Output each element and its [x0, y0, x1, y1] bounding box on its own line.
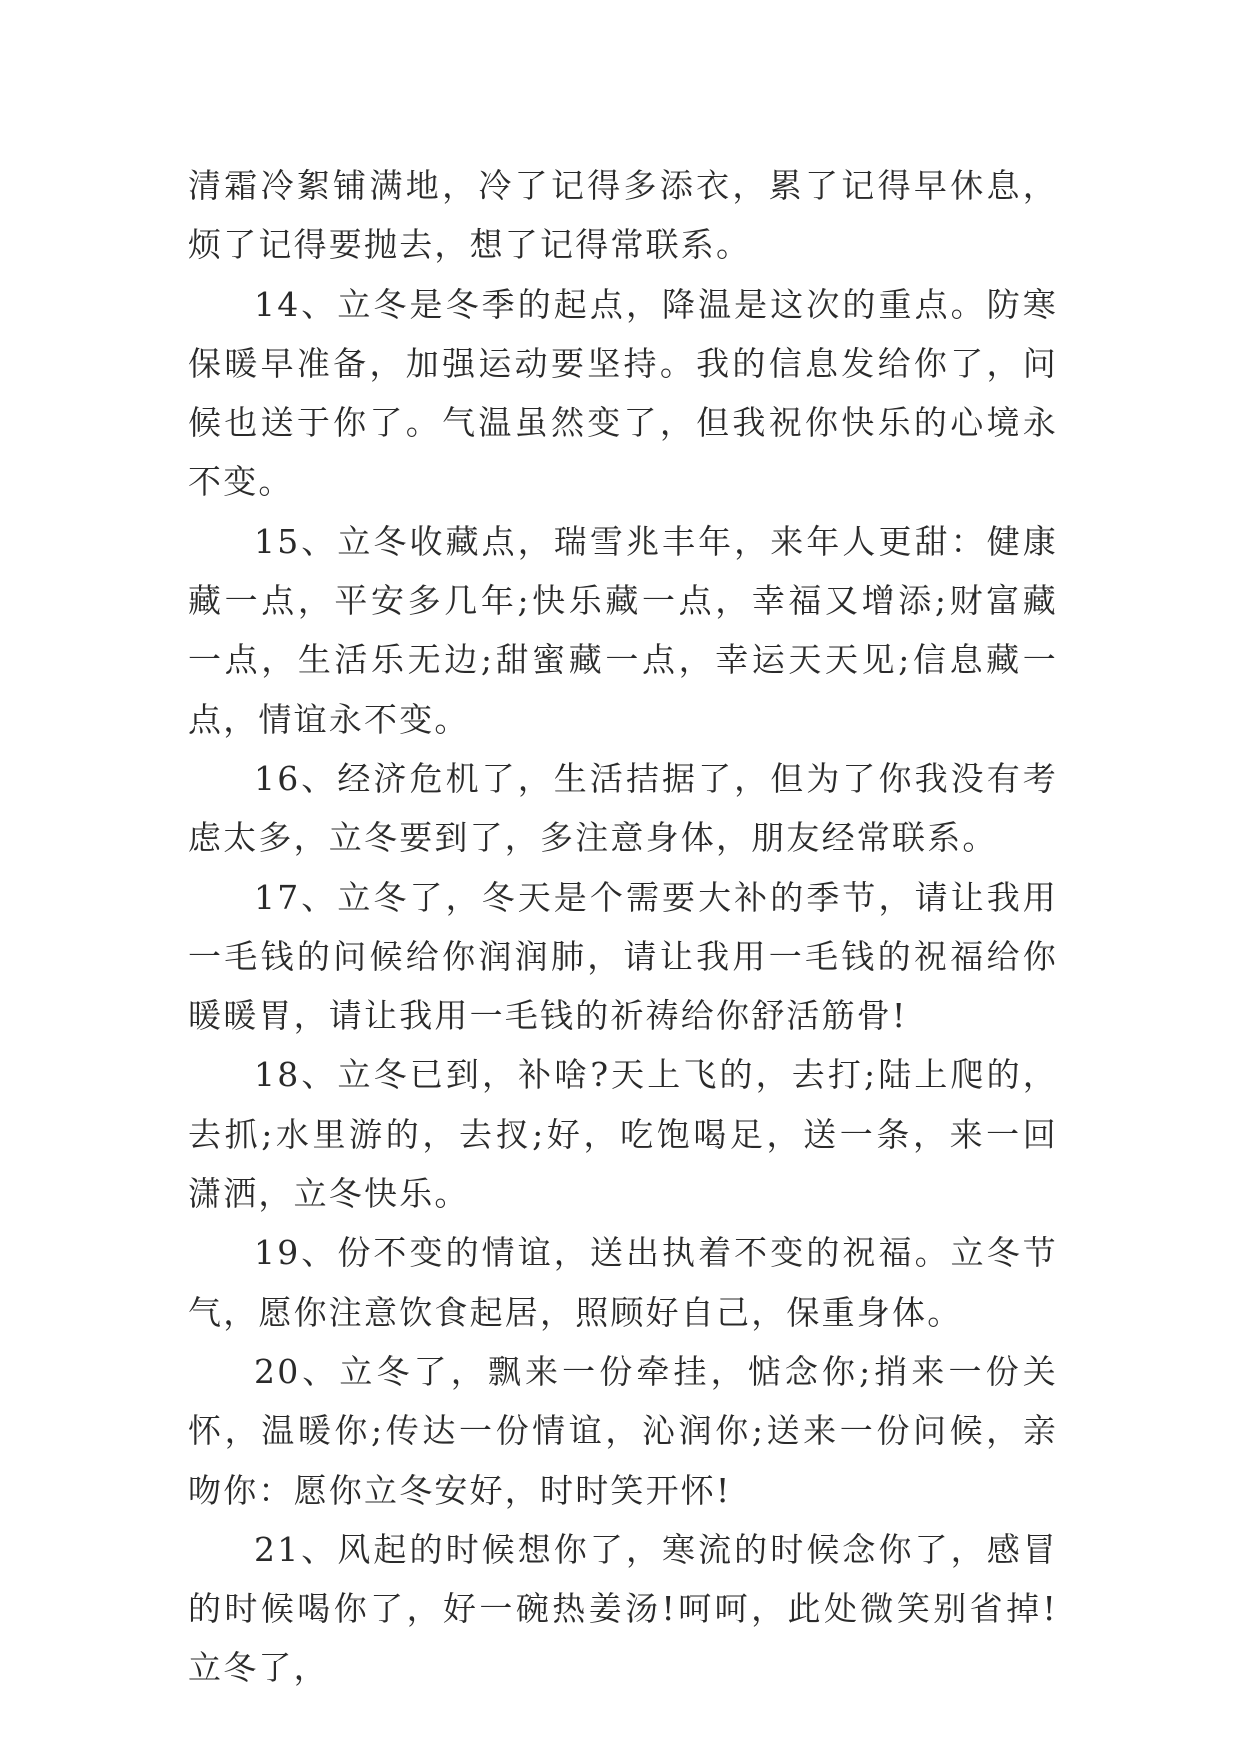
- paragraph-15: 15、立冬收藏点，瑞雪兆丰年，来年人更甜：健康藏一点，平安多几年;快乐藏一点，幸福又增添;财富藏一点，生活乐无边;甜蜜藏一点，幸运天天见;信息藏一点，情谊永不变。: [188, 521, 1058, 739]
- paragraph-19: 19、份不变的情谊，送出执着不变的祝福。立冬节气，愿你注意饮食起居，照顾好自己，保重身体。: [188, 1233, 1058, 1332]
- paragraph-20: 20、立冬了，飘来一份牵挂，惦念你;捎来一份关怀，温暖你;传达一份情谊，沁润你;送来一份问候，亲吻你：愿你立冬安好，时时笑开怀!: [188, 1351, 1058, 1510]
- paragraph-17: 17、立冬了，冬天是个需要大补的季节，请让我用一毛钱的问候给你润润肺，请让我用一毛钱的祝福给你暖暖胃，请让我用一毛钱的祈祷给你舒活筋骨!: [188, 877, 1058, 1036]
- paragraph-18: 18、立冬已到，补啥?天上飞的，去打;陆上爬的，去抓;水里游的，去扠;好，吃饱喝足，送一条，来一回潇洒，立冬快乐。: [188, 1055, 1058, 1214]
- document-body: [188, 156, 1058, 1698]
- paragraph-14: 14、立冬是冬季的起点，降温是这次的重点。防寒保暖早准备，加强运动要坚持。我的信息发给你了，问候也送于你了。气温虽然变了，但我祝你快乐的心境永不变。: [188, 284, 1058, 502]
- paragraph-intro: 清霜冷絮铺满地，冷了记得多添衣，累了记得早休息，烦了记得要抛去，想了记得常联系。: [188, 166, 1058, 265]
- paragraph-16: 16、经济危机了，生活拮据了，但为了你我没有考虑太多，立冬要到了，多注意身体，朋友经常联系。: [188, 758, 1058, 858]
- paragraph-21: 21、风起的时候想你了，寒流的时候念你了，感冒的时候喝你了，好一碗热姜汤!呵呵，此处微笑别省掉!立冬了，: [188, 1529, 1058, 1688]
